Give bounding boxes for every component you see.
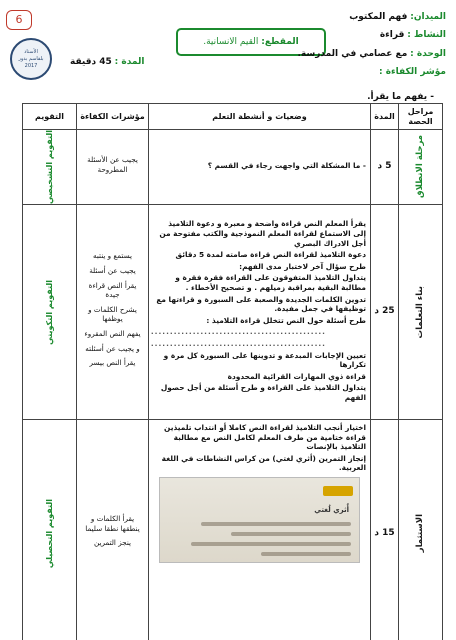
header-evaluation: التقويم	[23, 104, 77, 130]
activity-line: طرح أسئلة حول النص تتخلل قراءة التلاميذ :	[206, 315, 366, 325]
unit-value: مع عصامي في المدرسة.	[297, 49, 408, 59]
header-stage: مراحل الحصة	[399, 104, 443, 130]
activity-line: طرح سؤال آخر لاختبار مدى الفهم:	[239, 261, 366, 271]
activity-line: تدوين الكلمات الجديدة والصعبة على السبورة و قراءتها مع توظيفها في جمل مفيدة.	[156, 294, 366, 314]
header-unit	[297, 49, 446, 59]
activity-line: يقرأ المعلم النص قراءة واضحة و معبرة و دعوة التلاميذ إلى الاستماع لقراءة المعلم النموذجية والكتب مفتوحة من أجل الادراك البصري	[159, 219, 366, 248]
stage-label: الاستثمار	[414, 514, 425, 553]
indicator-line: يقرأ النص بيسر	[89, 358, 136, 368]
evaluation-cell	[23, 205, 77, 420]
teacher-logo	[10, 38, 52, 80]
field-value: فهم المكتوب	[349, 12, 408, 22]
indicator-line: ينجز التمرين	[93, 538, 131, 548]
indicator-line: يفهم النص المقروء	[84, 328, 141, 338]
table-header-row	[23, 104, 443, 130]
activity-line: يتداول التلاميذ المتفوقون على القراءة فقرة فقرة و مطالبة البقية بمراقبة زميلهم . و تصحيح الأخطاء .	[175, 273, 366, 293]
time-cell: 25 د	[371, 205, 399, 420]
duration-value: 45 دقيقة	[70, 57, 112, 67]
indicator-line: يقرأ النص قراءة جيدة	[88, 280, 137, 300]
activity-line: اختيار أنجب التلاميذ لقراءة النص كاملا أو انتداب تلميذين قراءة ختامية من طرف المعلم لكامل النص مع مطالبة التلاميذ بالإنصات	[164, 423, 366, 452]
stage-label: مرحلة الانطلاق	[414, 135, 425, 199]
activity-line: دعوة التلاميذ لقراءة النص قراءة صامته لمدة 5 دقائق	[175, 250, 366, 260]
activity-line: إنجاز التمرين (أثري لغتي) من كراس النشاطات في اللغة العربية.	[161, 453, 366, 473]
evaluation-cell	[23, 130, 77, 205]
evaluation-label: التقويم التكويني	[44, 279, 54, 345]
indicator-line: يجيب عن الأسئلة المطروحة	[87, 154, 138, 174]
logo-line-3: 2017	[24, 62, 38, 69]
header-activities: وضعيات و أنشطة التعلم	[149, 104, 371, 130]
table-row	[23, 130, 443, 205]
stage-cell	[399, 205, 443, 420]
dotted-line: ..............................................	[150, 327, 326, 337]
time-cell: 15 د	[371, 420, 399, 640]
time-cell: 5 د	[371, 130, 399, 205]
activities-cell	[149, 130, 371, 205]
duration-label: المدة :	[114, 57, 145, 67]
activity-line: يتداول التلاميذ على القراءة و طرح أسئلة من أجل حصول الفهم	[160, 383, 366, 402]
indicator-line: يستمع و ينتبه	[93, 251, 132, 261]
evaluation-cell	[23, 420, 77, 640]
workbook-text-line	[191, 542, 351, 546]
workbook-caption: أُثري لُغتي	[314, 505, 349, 514]
header-field	[349, 12, 446, 22]
table-row	[23, 420, 443, 640]
activity-label: النشاط :	[407, 30, 446, 40]
activity-line: تعيين الإجابات المبدعة و تدوينها على السبورة كل مرة و تكرارها	[163, 350, 366, 370]
logo-line-2: بلقاسم بدور	[18, 55, 44, 62]
indicators-cell	[77, 130, 149, 205]
segment-label: المقطع:	[261, 37, 299, 47]
activities-cell	[149, 205, 371, 420]
logo-line-1: الأستاذ	[24, 48, 38, 55]
workbook-text-line	[231, 532, 351, 536]
activity-value: قراءة	[379, 30, 405, 40]
evaluation-label: التقويم التحصيلي	[44, 498, 54, 569]
workbook-text-line	[261, 552, 351, 556]
header-indicators: مؤشرات الكفاءة	[77, 104, 149, 130]
indicator-line: يجيب عن أسئلة	[89, 265, 136, 275]
unit-label: الوحدة :	[410, 49, 446, 59]
indicator-line: يشرح الكلمات و يوظفها	[88, 304, 137, 324]
field-label: الميدان:	[410, 12, 446, 22]
stage-label: بناء التعلمات	[414, 285, 425, 339]
indicators-cell	[77, 420, 149, 640]
activity-line: قراءة ذوي المهارات القرائية المحدودة	[227, 371, 366, 381]
header-activity	[380, 30, 446, 40]
workbook-tab	[323, 486, 353, 496]
lesson-plan-table	[22, 103, 443, 640]
dotted-line: ..............................................	[150, 339, 326, 348]
indicator-line: و يجيب عن أسئلته	[85, 343, 140, 353]
workbook-photo	[159, 477, 360, 563]
page-number-badge: 6	[6, 10, 32, 30]
evaluation-label: التقويم التشخيصي	[44, 130, 54, 205]
workbook-text-line	[201, 522, 351, 526]
indicator-label: مؤشر الكفاءة :	[379, 67, 446, 77]
stage-cell	[399, 130, 443, 205]
activity-line: - ما المشكلة التي واجهت رجاء في القسم ؟	[207, 161, 366, 171]
indicator-value: - يفهم ما يقرأ.	[367, 92, 434, 102]
session-duration	[70, 57, 144, 67]
indicators-cell	[77, 205, 149, 420]
activities-cell	[149, 420, 371, 640]
table-row	[23, 205, 443, 420]
stage-cell	[399, 420, 443, 640]
header-indicator	[379, 67, 446, 77]
indicator-line: يقرأ الكلمات و ينطقها نطقا سليما	[85, 514, 140, 533]
segment-value: القيم الانسانية.	[203, 37, 259, 47]
header-time: المدة	[371, 104, 399, 130]
